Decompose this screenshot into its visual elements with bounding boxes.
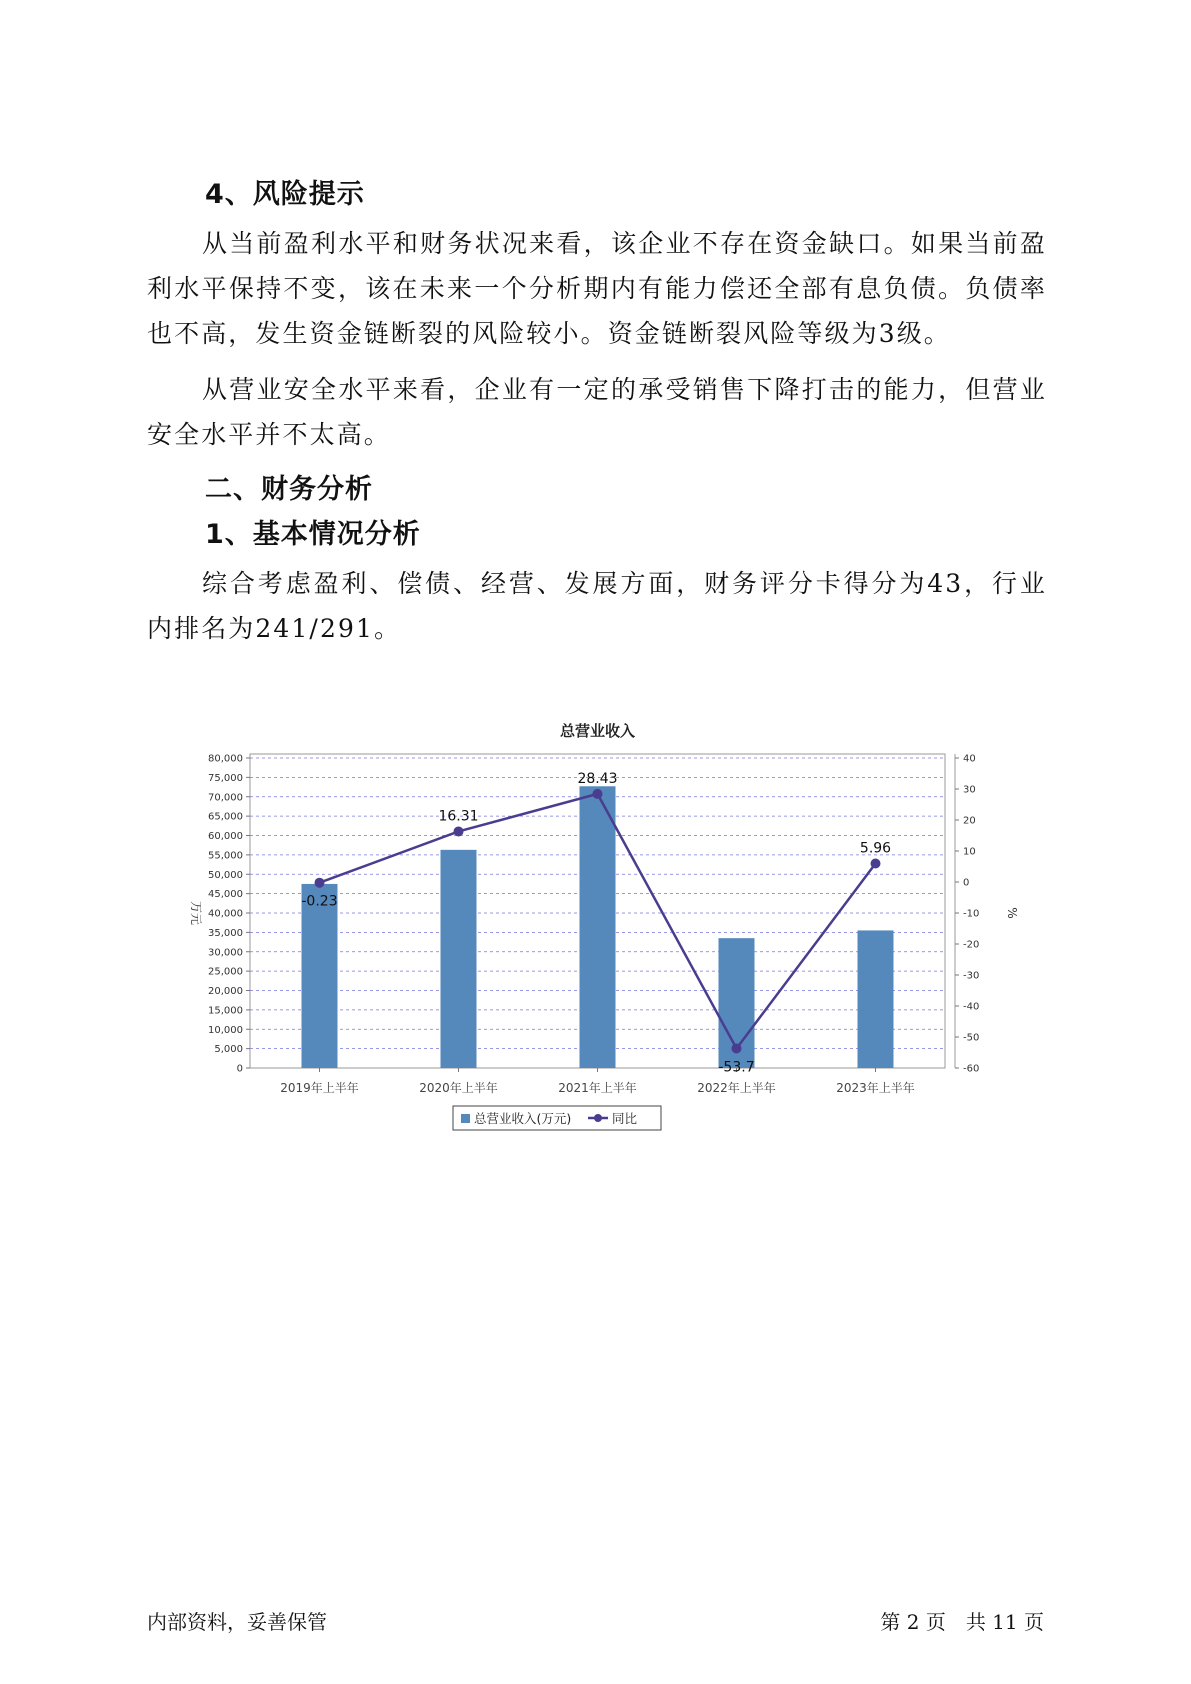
y-right-tick-label: -40 (963, 1001, 980, 1013)
y-right-tick-label: 30 (963, 784, 976, 796)
basic-analysis-paragraph: 综合考虑盈利、偿债、经营、发展方面，财务评分卡得分为43，行业内排名为241/291。 (147, 569, 1047, 643)
footer-confidential: 内部资料，妥善保管 (147, 1610, 327, 1634)
y-right-tick-label: 20 (963, 815, 976, 827)
bar (302, 884, 338, 1068)
section-heading-risk: 4、风险提示 (205, 179, 365, 210)
legend-bar-swatch (461, 1114, 470, 1123)
y-right-tick-label: -30 (963, 970, 980, 982)
yoy-data-label: -0.23 (301, 893, 338, 910)
y-right-tick-label: 40 (963, 753, 976, 765)
y-tick-label: 45,000 (208, 889, 243, 901)
y-tick-label: 65,000 (208, 811, 243, 823)
yoy-point (871, 859, 881, 869)
revenue-chart-svg (180, 716, 1020, 1186)
y-tick-label: 25,000 (208, 966, 243, 978)
y-tick-label: 70,000 (208, 792, 243, 804)
revenue-chart (180, 716, 1020, 1186)
y-tick-label: 5,000 (214, 1044, 243, 1056)
y-right-tick-label: 10 (963, 846, 976, 858)
footer-page-number: 第 2 页 共 11 页 (880, 1610, 1044, 1634)
yoy-point (732, 1043, 742, 1053)
bar (580, 786, 616, 1068)
yoy-data-label: 5.96 (859, 840, 892, 857)
yoy-point (454, 826, 464, 836)
yoy-data-label: -53.7 (718, 1059, 755, 1076)
y-tick-label: 35,000 (208, 927, 243, 939)
y-axis-label: 万元 (189, 900, 203, 926)
bar (858, 930, 894, 1068)
y-tick-label: 20,000 (208, 986, 243, 997)
risk-paragraph-1: 从当前盈利水平和财务状况来看，该企业不存在资金缺口。如果当前盈利水平保持不变，该在未来一个分析期内有能力偿还全部有息负债。负债率也不高，发生资金链断裂的风险较小。资金链断裂风险等级为3级。 (147, 229, 1047, 348)
y-tick-label: 40,000 (208, 908, 243, 920)
x-tick-label: 2021年上半年 (558, 1081, 637, 1095)
y-right-tick-label: 0 (963, 877, 970, 889)
legend-line-label: 同比 (612, 1111, 638, 1126)
section-heading-finance: 二、财务分析 (205, 474, 373, 505)
y-right-tick-label: -60 (963, 1063, 980, 1075)
yoy-point (315, 878, 325, 888)
yoy-data-label: 16.31 (438, 808, 479, 825)
y-tick-label: 60,000 (208, 831, 243, 842)
x-tick-label: 2023年上半年 (836, 1081, 915, 1095)
y-right-tick-label: -20 (963, 939, 980, 951)
y-tick-label: 10,000 (208, 1024, 243, 1036)
y-tick-label: 50,000 (208, 869, 243, 881)
chart-title: 总营业收入 (559, 722, 636, 740)
y-tick-label: 55,000 (208, 850, 243, 862)
y-tick-label: 80,000 (208, 753, 243, 765)
y-right-axis-label: % (1005, 907, 1019, 919)
y-right-tick-label: -10 (963, 908, 980, 920)
x-tick-label: 2020年上半年 (419, 1081, 498, 1095)
legend-line-marker (594, 1114, 602, 1122)
risk-paragraph-2: 从营业安全水平来看，企业有一定的承受销售下降打击的能力，但营业安全水平并不太高。 (147, 375, 1047, 449)
y-right-tick-label: -50 (963, 1032, 980, 1044)
x-tick-label: 2019年上半年 (280, 1081, 359, 1095)
y-tick-label: 0 (236, 1063, 243, 1075)
y-tick-label: 15,000 (208, 1005, 243, 1017)
yoy-data-label: 28.43 (577, 770, 618, 787)
y-tick-label: 75,000 (208, 772, 243, 784)
yoy-point (593, 789, 603, 799)
legend-bar-label: 总营业收入(万元) (474, 1111, 572, 1126)
subsection-heading-basic: 1、基本情况分析 (205, 519, 421, 550)
y-tick-label: 30,000 (208, 947, 243, 959)
bar (441, 850, 477, 1068)
x-tick-label: 2022年上半年 (697, 1081, 776, 1095)
